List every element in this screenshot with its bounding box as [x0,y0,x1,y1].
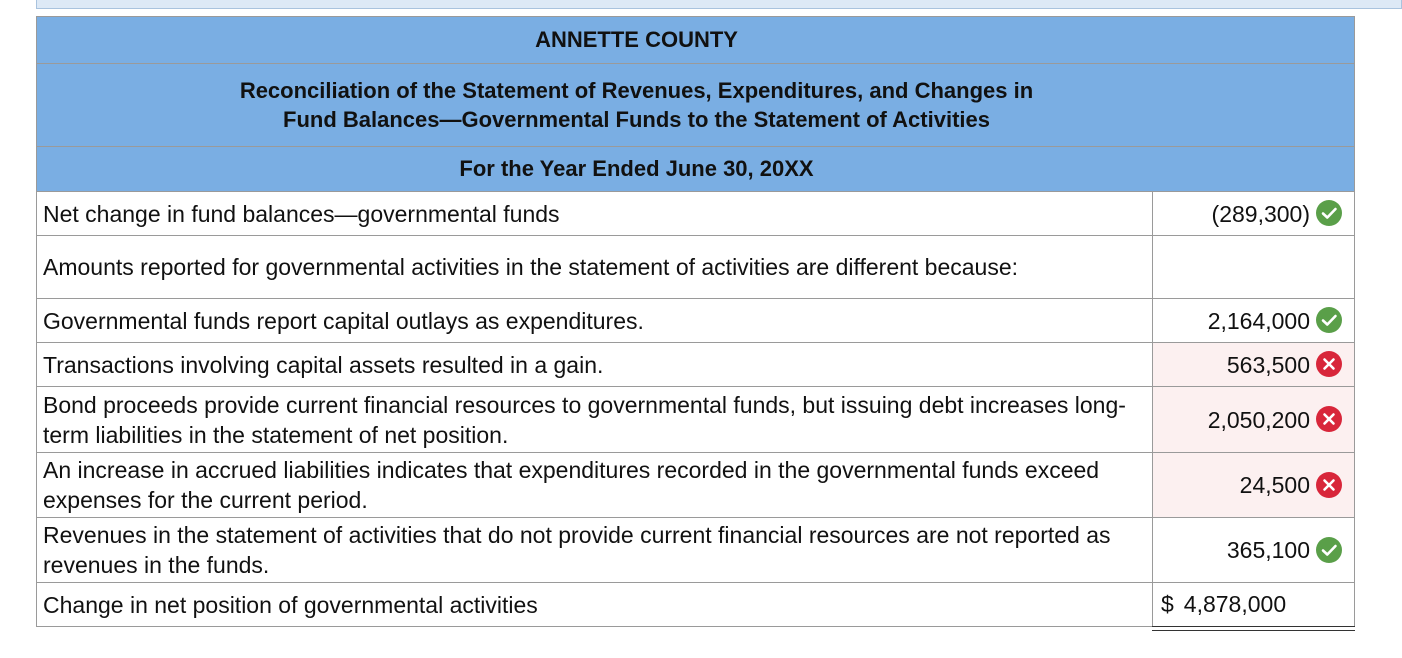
table-row [37,387,1355,453]
x-circle-icon [1316,406,1342,432]
county-header: ANNETTE COUNTY [37,17,1355,64]
amount-cell[interactable] [1153,343,1355,387]
reconciliation-table [36,16,1355,627]
table-row [37,518,1355,583]
total-label: Change in net position of governmental activities [37,583,1153,627]
row-label: Governmental funds report capital outlays as expenditures. [37,299,1153,343]
row-label: Revenues in the statement of activities that do not provide current financial resources are not reported as revenues in the funds. [37,518,1153,583]
statement-title-line2: Fund Balances—Governmental Funds to the Statement of Activities [283,107,990,132]
amount-value: 2,164,000 [1207,307,1311,334]
amount-cell[interactable] [1153,453,1355,518]
total-amount-cell[interactable] [1153,583,1355,627]
check-circle-icon [1316,307,1342,333]
table-row [37,343,1355,387]
total-row [37,583,1355,627]
top-band [36,0,1402,9]
amount-value: 2,050,200 [1207,406,1311,433]
table-row [37,299,1355,343]
check-circle-icon [1316,200,1342,226]
amount-cell[interactable] [1153,299,1355,343]
row-label: Net change in fund balances—governmental funds [37,192,1153,236]
check-circle-icon [1316,537,1342,563]
amount-cell-empty [1153,236,1355,299]
table-row [37,453,1355,518]
amount-cell[interactable] [1153,192,1355,236]
total-value: 4,878,000 [1183,591,1287,617]
double-underline [1152,626,1355,631]
amount-value: 24,500 [1239,472,1311,499]
row-label: Bond proceeds provide current financial resources to governmental funds, but issuing debt increases long-term liabilities in the statement of net position. [37,387,1153,453]
period-header: For the Year Ended June 30, 20XX [37,147,1355,192]
amount-cell[interactable] [1153,518,1355,583]
row-label: Transactions involving capital assets resulted in a gain. [37,343,1153,387]
x-circle-icon [1316,351,1342,377]
table-row [37,192,1355,236]
statement-title-line1: Reconciliation of the Statement of Revenues, Expenditures, and Changes in [239,78,1034,103]
amount-value: 563,500 [1226,351,1311,378]
currency-symbol: $ [1161,591,1174,617]
row-label: Amounts reported for governmental activities in the statement of activities are different because: [37,236,1153,299]
amount-cell[interactable] [1153,387,1355,453]
row-label: An increase in accrued liabilities indicates that expenditures recorded in the governmental funds exceed expenses for the current period. [37,453,1153,518]
amount-value: (289,300) [1211,200,1311,227]
x-circle-icon [1316,472,1342,498]
statement-title [37,64,1355,147]
table-row [37,236,1355,299]
amount-value: 365,100 [1226,537,1311,564]
